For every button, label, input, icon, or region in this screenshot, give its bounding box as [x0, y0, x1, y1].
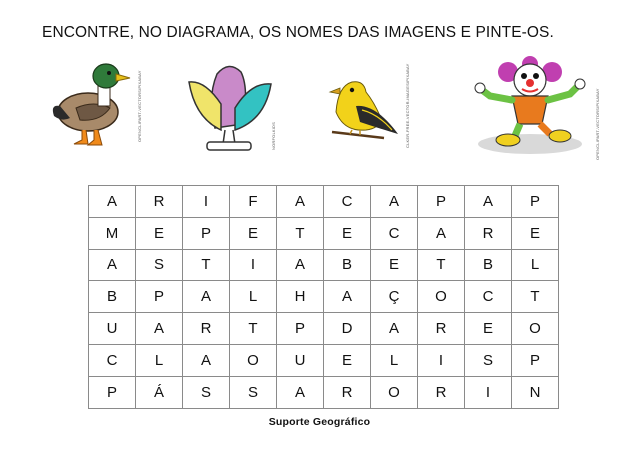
clown-picture — [468, 54, 592, 158]
grid-cell[interactable]: E — [136, 217, 183, 249]
grid-row — [89, 281, 559, 313]
grid-cell[interactable]: M — [89, 217, 136, 249]
grid-cell[interactable]: E — [324, 217, 371, 249]
grid-cell[interactable]: C — [465, 281, 512, 313]
duck-picture — [48, 56, 134, 148]
grid-cell[interactable]: D — [324, 313, 371, 345]
flower-icon — [185, 58, 275, 158]
grid-cell[interactable]: P — [512, 344, 559, 376]
grid-cell[interactable]: Á — [136, 376, 183, 408]
grid-cell[interactable]: E — [371, 249, 418, 281]
instructions-heading: ENCONTRE, NO DIAGRAMA, OS NOMES DAS IMAGENS E PINTE-OS. — [42, 24, 554, 41]
grid-cell[interactable]: R — [183, 313, 230, 345]
grid-cell[interactable]: I — [183, 186, 230, 218]
grid-cell[interactable]: C — [371, 217, 418, 249]
grid-cell[interactable]: B — [324, 249, 371, 281]
grid-cell[interactable]: B — [465, 249, 512, 281]
grid-cell[interactable]: A — [183, 281, 230, 313]
grid-cell[interactable]: A — [136, 313, 183, 345]
grid-cell[interactable]: L — [371, 344, 418, 376]
grid-cell[interactable]: E — [324, 344, 371, 376]
bird-icon — [322, 72, 404, 150]
grid-cell[interactable]: P — [89, 376, 136, 408]
grid-cell[interactable]: R — [418, 376, 465, 408]
bird-picture — [322, 72, 404, 150]
grid-cell[interactable]: A — [89, 186, 136, 218]
grid-cell[interactable]: I — [418, 344, 465, 376]
grid-cell[interactable]: P — [512, 186, 559, 218]
grid-cell[interactable]: P — [136, 281, 183, 313]
grid-cell[interactable]: T — [183, 249, 230, 281]
grid-cell[interactable]: F — [230, 186, 277, 218]
grid-cell[interactable]: A — [418, 217, 465, 249]
grid-cell[interactable]: R — [136, 186, 183, 218]
grid-cell[interactable]: P — [418, 186, 465, 218]
grid-cell[interactable]: S — [465, 344, 512, 376]
grid-cell[interactable]: B — [89, 281, 136, 313]
grid-cell[interactable]: A — [465, 186, 512, 218]
grid-cell[interactable]: O — [512, 313, 559, 345]
flower-credit: NORFOLKIDS — [271, 121, 276, 150]
word-search-grid — [88, 185, 559, 409]
grid-cell[interactable]: O — [371, 376, 418, 408]
grid-cell[interactable]: E — [465, 313, 512, 345]
grid-cell[interactable]: A — [89, 249, 136, 281]
duck-icon — [48, 56, 134, 148]
grid-cell[interactable]: Ç — [371, 281, 418, 313]
grid-cell[interactable]: T — [418, 249, 465, 281]
grid-cell[interactable]: U — [89, 313, 136, 345]
grid-cell[interactable]: T — [230, 313, 277, 345]
grid-row — [89, 313, 559, 345]
grid-cell[interactable]: A — [371, 313, 418, 345]
grid-cell[interactable]: L — [230, 281, 277, 313]
grid-cell[interactable]: A — [324, 281, 371, 313]
bird-credit: CLKER-FREE-VECTOR-IMAGES/PIXABAY — [405, 63, 410, 148]
grid-cell[interactable]: I — [465, 376, 512, 408]
grid-cell[interactable]: A — [183, 344, 230, 376]
grid-cell[interactable]: I — [230, 249, 277, 281]
grid-row — [89, 344, 559, 376]
grid-row — [89, 376, 559, 408]
flower-picture — [185, 58, 275, 158]
duck-credit: OPENCLIPART-VECTORS/PIXABAY — [137, 70, 142, 142]
clown-credit: OPENCLIPART-VECTORS/PIXABAY — [595, 88, 600, 160]
grid-cell[interactable]: O — [230, 344, 277, 376]
grid-cell[interactable]: R — [324, 376, 371, 408]
clown-icon — [468, 54, 592, 158]
grid-cell[interactable]: E — [512, 217, 559, 249]
footer-text: Suporte Geográfico — [268, 416, 371, 428]
grid-cell[interactable]: A — [371, 186, 418, 218]
grid-cell[interactable]: T — [277, 217, 324, 249]
grid-cell[interactable]: C — [89, 344, 136, 376]
grid-cell[interactable]: C — [324, 186, 371, 218]
grid-cell[interactable]: O — [418, 281, 465, 313]
grid-cell[interactable]: N — [512, 376, 559, 408]
grid-cell[interactable]: S — [230, 376, 277, 408]
grid-cell[interactable]: P — [277, 313, 324, 345]
grid-cell[interactable]: S — [183, 376, 230, 408]
grid-cell[interactable]: R — [465, 217, 512, 249]
grid-cell[interactable]: L — [512, 249, 559, 281]
grid-cell[interactable]: A — [277, 186, 324, 218]
grid-cell[interactable]: P — [183, 217, 230, 249]
grid-cell[interactable]: E — [230, 217, 277, 249]
grid-row — [89, 249, 559, 281]
grid-cell[interactable]: S — [136, 249, 183, 281]
grid-cell[interactable]: A — [277, 249, 324, 281]
grid-row — [89, 186, 559, 218]
grid-row — [89, 217, 559, 249]
grid-cell[interactable]: L — [136, 344, 183, 376]
grid-cell[interactable]: H — [277, 281, 324, 313]
grid-cell[interactable]: R — [418, 313, 465, 345]
grid-cell[interactable]: A — [277, 376, 324, 408]
grid-cell[interactable]: U — [277, 344, 324, 376]
grid-cell[interactable]: T — [512, 281, 559, 313]
